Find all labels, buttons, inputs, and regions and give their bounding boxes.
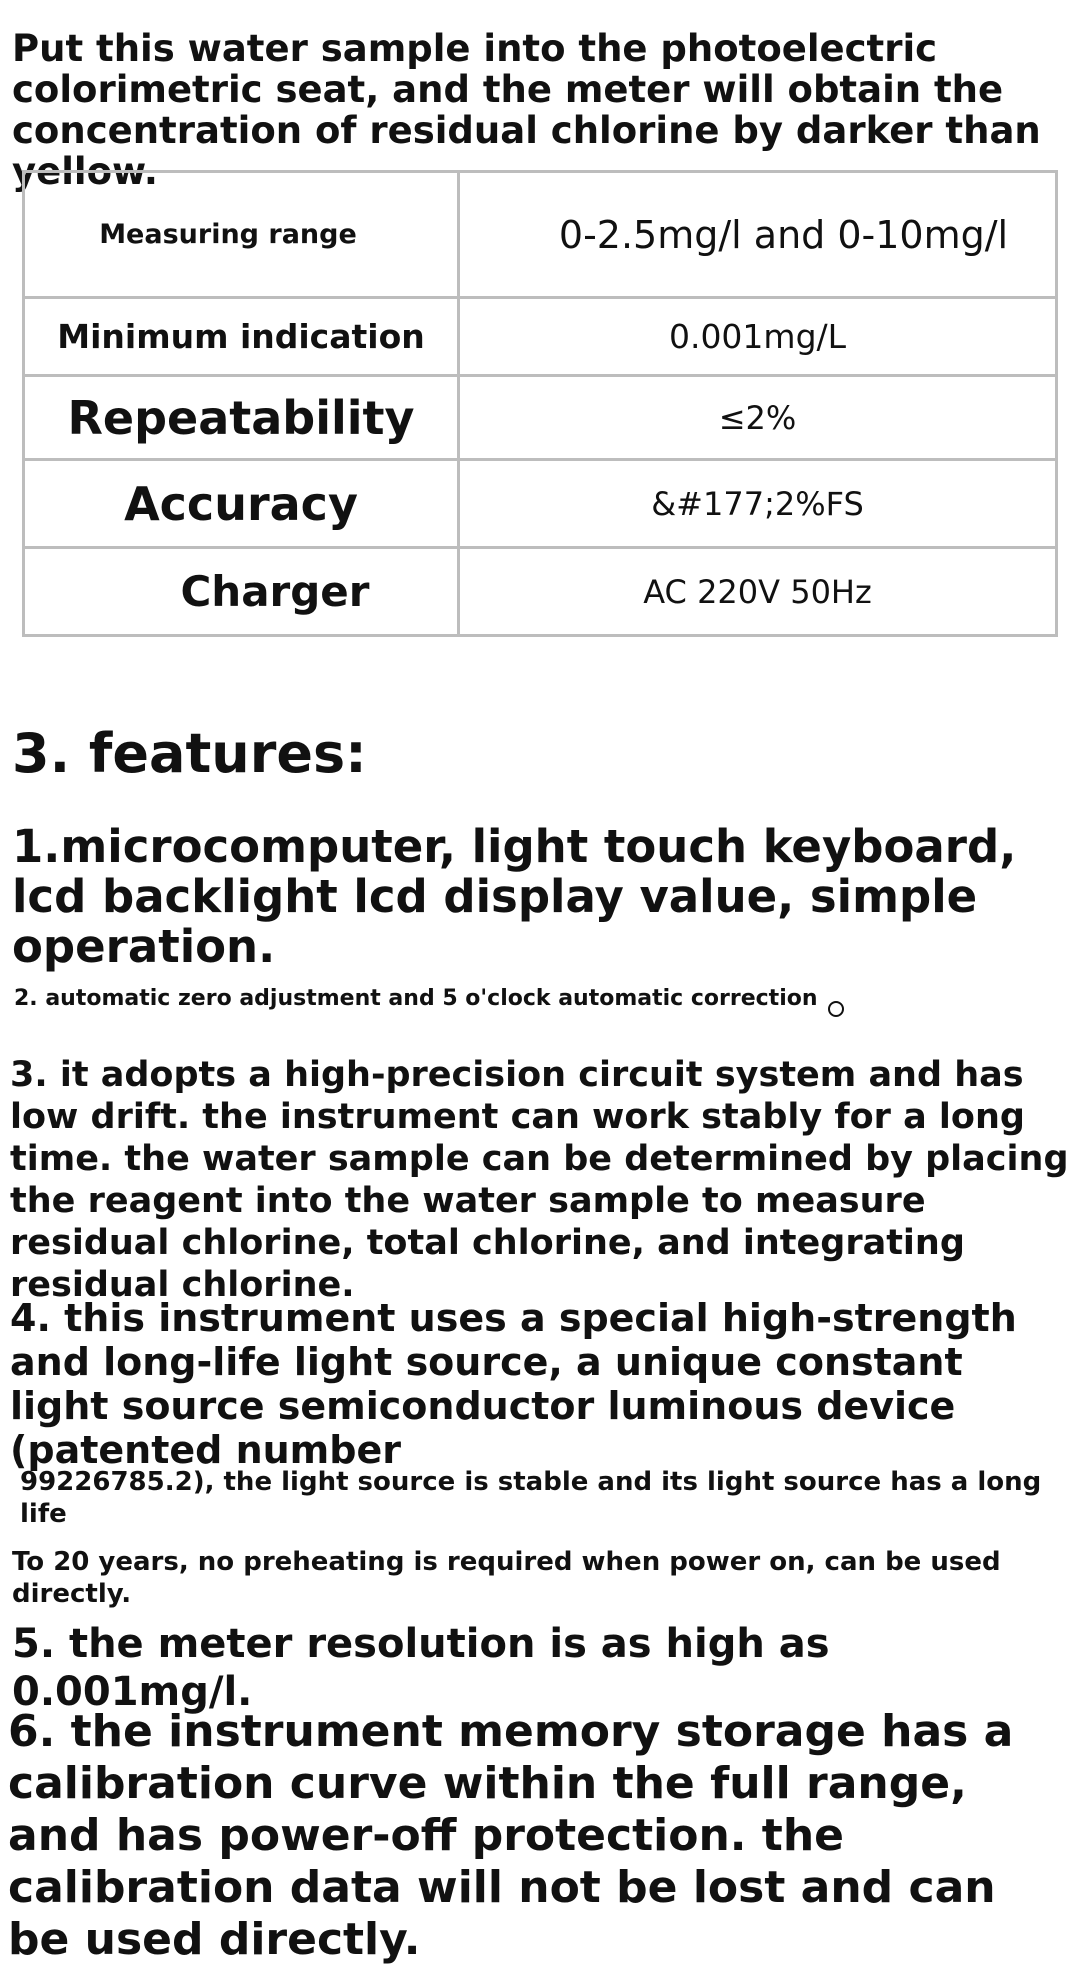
feature-item-6: 6. the instrument memory storage has a calibration curve within the full range, and has power-off protection. the calibration data will not be lost and can be used directly. (8, 1706, 1014, 1965)
feature-item-3: 3. it adopts a high-precision circuit system and has low drift. the instrument can work stably for a long time. the water sample can be determined by placing the reagent into the water sample to measure residual chlorine, total chlorine, and integrating residual chlorine. (10, 1055, 1069, 1305)
spec-row-measuring-range (24, 172, 1057, 298)
spec-row-charger (24, 548, 1057, 636)
feature-item-2 (14, 984, 1074, 1017)
spec-table (22, 170, 1058, 637)
feature-item-2-text: 2. automatic zero adjustment and 5 o'clock automatic correction (14, 986, 818, 1011)
feature-item-4-continued-1: 99226785.2), the light source is stable and its light source has a long life (20, 1467, 1042, 1529)
spec-row-repeatability (24, 376, 1057, 460)
feature-item-1: 1.microcomputer, light touch keyboard, lcd backlight lcd display value, simple operation. (12, 820, 1017, 973)
features-heading: 3. features: (12, 722, 367, 785)
feature-item-4-continued-2: To 20 years, no preheating is required when power on, can be used directly. (12, 1547, 1001, 1609)
spec-row-accuracy (24, 460, 1057, 548)
spec-label: Measuring range (24, 172, 459, 298)
spec-label: Repeatability (24, 376, 459, 460)
circle-mark-icon (828, 1001, 844, 1017)
spec-value: AC 220V 50Hz (459, 548, 1057, 636)
spec-label: Minimum indication (24, 298, 459, 376)
spec-value: 0.001mg/L (459, 298, 1057, 376)
feature-item-5: 5. the meter resolution is as high as 0.001mg/l. (12, 1621, 830, 1715)
intro-paragraph: Put this water sample into the photoelectric colorimetric seat, and the meter will obtain the concentration of residual chlorine by darker than yellow. (12, 27, 1041, 193)
spec-value: &#177;2%FS (459, 460, 1057, 548)
spec-value: 0-2.5mg/l and 0-10mg/l (459, 172, 1057, 298)
spec-label: Accuracy (24, 460, 459, 548)
spec-row-minimum-indication (24, 298, 1057, 376)
spec-value: ≤2% (459, 376, 1057, 460)
spec-label: Charger (24, 548, 459, 636)
feature-item-4: 4. this instrument uses a special high-strength and long-life light source, a unique constant light source semiconductor luminous device (patented number (10, 1296, 1017, 1472)
